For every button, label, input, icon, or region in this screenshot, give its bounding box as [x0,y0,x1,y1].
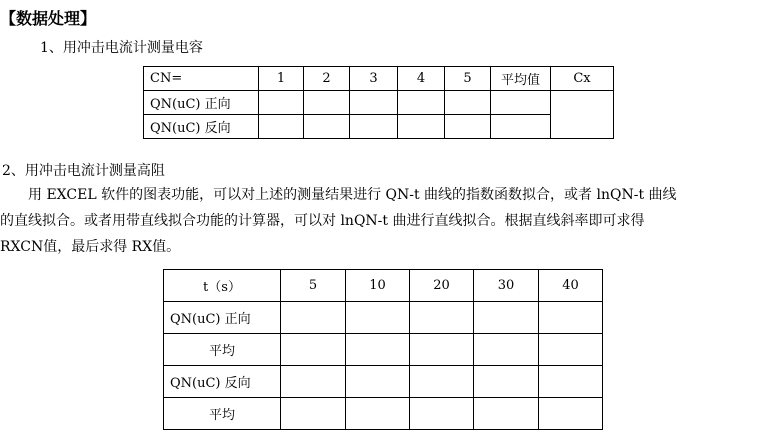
row-label: QN(uC) 正向 [144,91,259,115]
table-cell [539,366,603,398]
header-cell-cx: Cx [551,67,614,91]
table-row [144,115,614,139]
table-header-row [164,270,603,302]
table-cell [281,366,346,398]
header-cell: 3 [350,67,398,91]
table-cell [410,398,474,430]
table-cell [304,115,350,139]
table-row [144,91,614,115]
table-cell [259,115,304,139]
table-cell [491,91,551,115]
table-cell [410,302,474,334]
table-cell [346,366,410,398]
row-label: QN(uC) 反向 [144,115,259,139]
table-cell [474,366,539,398]
table-cell [346,334,410,366]
table-header-row [144,67,614,91]
table-cell [474,334,539,366]
paragraph-line: 用 EXCEL 软件的图表功能，可以对上述的测量结果进行 QN-t 曲线的指数函数拟合，或者 lnQN-t 曲线 [0,187,677,203]
header-cell: 5 [281,270,346,302]
header-cell: 20 [410,270,474,302]
header-cell: 4 [398,67,445,91]
resistance-table [163,269,603,430]
header-cell: 5 [445,67,491,91]
header-cell: 1 [259,67,304,91]
table-cell [281,398,346,430]
table-cell [304,91,350,115]
table-cell [410,366,474,398]
table-cell [474,398,539,430]
table-cell [539,334,603,366]
table-cell [259,91,304,115]
header-cell-cn: CN= [144,67,259,91]
capacitance-table [143,66,614,139]
header-cell: 40 [539,270,603,302]
header-cell-average: 平均值 [491,67,551,91]
table-cell [445,115,491,139]
table-cell [539,398,603,430]
section1-title: 1、用冲击电流计测量电容 [40,40,203,56]
instruction-paragraph [0,182,766,260]
table-cell [350,115,398,139]
table-row [164,334,603,366]
row-label: 平均 [164,334,281,366]
table-cell [346,398,410,430]
table-row [164,398,603,430]
table-cell [491,115,551,139]
table-row [164,366,603,398]
table-cell [445,91,491,115]
table-cell [474,302,539,334]
table-cell [281,334,346,366]
table-cell [539,302,603,334]
row-label: QN(uC) 反向 [164,366,281,398]
paragraph-line: 的直线拟合。或者用带直线拟合功能的计算器，可以对 lnQN-t 曲进行直线拟合。根据直线斜率即可求得 [0,213,645,229]
table-cell [398,91,445,115]
header-cell: 30 [474,270,539,302]
table-cell [350,91,398,115]
table-cell-cx-value [551,91,614,139]
table-cell [281,302,346,334]
row-label: QN(uC) 正向 [164,302,281,334]
table-cell [410,334,474,366]
header-cell-t: t（s） [164,270,281,302]
section2-title: 2、用冲击电流计测量高阻 [2,163,165,179]
header-cell: 2 [304,67,350,91]
table-cell [398,115,445,139]
section-heading: 【数据处理】 [0,9,97,28]
table-cell [346,302,410,334]
table-row [164,302,603,334]
paragraph-line: RXCN值，最后求得 RX值。 [0,239,181,255]
header-cell: 10 [346,270,410,302]
row-label: 平均 [164,398,281,430]
